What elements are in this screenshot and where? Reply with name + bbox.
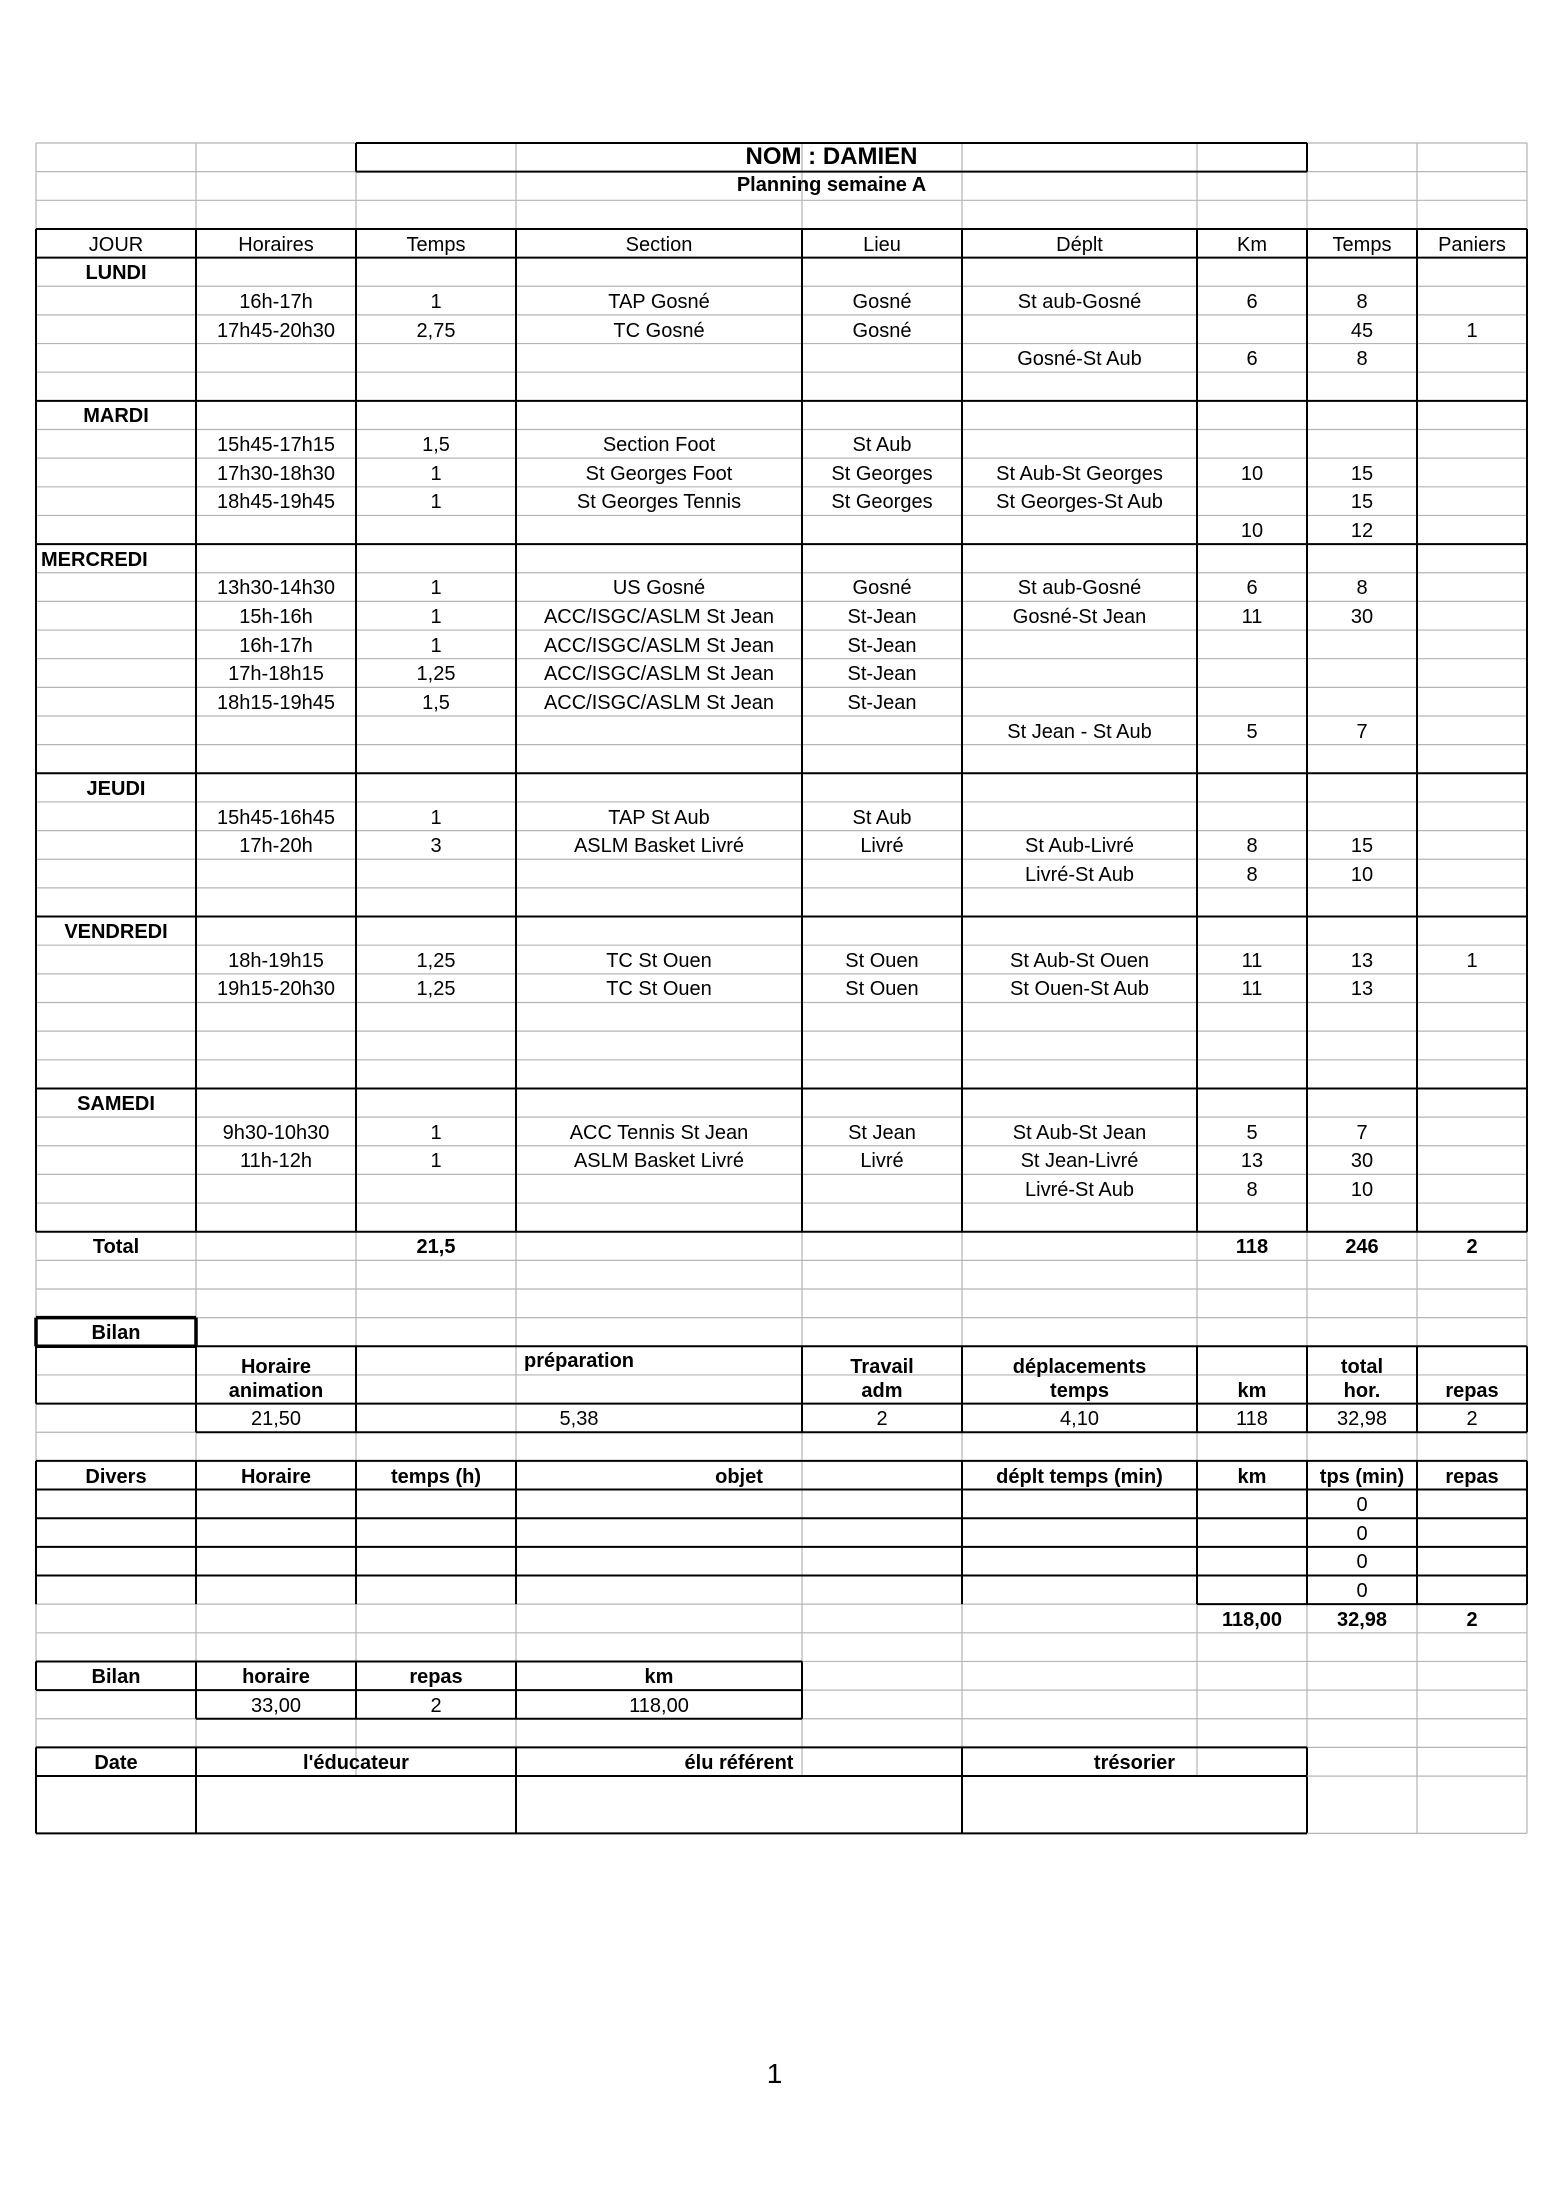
bilan-value-km: 118 — [1236, 1408, 1268, 1431]
schedule-cell-temps-min: 15 — [1350, 491, 1374, 514]
schedule-cell-section: US Gosné — [612, 577, 706, 600]
signature-tresorier-label: trésorier — [1093, 1752, 1176, 1775]
bilan-value-travail: 2 — [876, 1408, 888, 1431]
divers-header-divers: Divers — [85, 1465, 147, 1488]
schedule-cell-temps: 1 — [430, 806, 442, 829]
schedule-cell-horaires: 11h-12h — [240, 1150, 312, 1173]
schedule-cell-temps-min: 45 — [1350, 319, 1374, 342]
divers-header-tps: tps (min) — [1319, 1465, 1405, 1488]
schedule-cell-temps-min: 10 — [1350, 863, 1374, 886]
schedule-cell-horaires: 15h-16h — [239, 606, 313, 629]
bilan-header-preparation: préparation — [523, 1350, 635, 1373]
column-header-temps-min: Temps — [1332, 233, 1392, 256]
schedule-cell-km: 5 — [1246, 1121, 1258, 1144]
divers-tps-value: 0 — [1356, 1494, 1368, 1517]
schedule-cell-horaires: 13h30-14h30 — [217, 577, 335, 600]
schedule-cell-km: 10 — [1240, 462, 1264, 485]
bilan-value-total: 32,98 — [1336, 1408, 1388, 1431]
schedule-cell-temps-min: 8 — [1356, 290, 1368, 313]
schedule-cell-temps: 1,5 — [422, 691, 450, 714]
bilan2-header-repas: repas — [409, 1666, 463, 1689]
schedule-cell-lieu: St Aub — [852, 434, 912, 457]
schedule-cell-lieu: St Georges — [831, 462, 933, 485]
bilan-value-repas: 2 — [1466, 1408, 1478, 1431]
signature-educateur-label: l'éducateur — [303, 1752, 409, 1775]
schedule-cell-km: 10 — [1240, 520, 1264, 543]
schedule-cell-temps-min: 13 — [1350, 978, 1374, 1001]
schedule-cell-section: St Georges Tennis — [576, 491, 742, 514]
schedule-cell-temps: 1,5 — [422, 434, 450, 457]
schedule-cell-lieu: St-Jean — [847, 691, 917, 714]
schedule-cell-temps: 1 — [430, 606, 442, 629]
schedule-cell-temps-min: 30 — [1350, 1150, 1374, 1173]
divers-header-temps: temps (h) — [391, 1465, 481, 1488]
schedule-cell-deplt: St Georges-St Aub — [996, 491, 1163, 514]
schedule-cell-temps: 1 — [430, 1150, 442, 1173]
schedule-cell-temps-min: 8 — [1356, 577, 1368, 600]
schedule-cell-section: TC St Ouen — [606, 949, 712, 972]
schedule-cell-lieu: Gosné — [852, 319, 912, 342]
schedule-cell-temps: 1 — [430, 491, 442, 514]
schedule-cell-km: 11 — [1241, 978, 1263, 1001]
bilan2-value-km: 118,00 — [629, 1694, 689, 1717]
signature-elu-label: élu référent — [684, 1752, 794, 1775]
schedule-cell-lieu: St-Jean — [847, 606, 917, 629]
bilan-header-horaire: Horaire animation — [228, 1355, 324, 1402]
schedule-cell-section: TAP Gosné — [608, 290, 710, 313]
column-header-horaires: Horaires — [238, 233, 314, 256]
schedule-cell-lieu: St-Jean — [847, 634, 917, 657]
day-label-vendredi: VENDREDI — [64, 921, 168, 944]
schedule-cell-horaires: 17h-18h15 — [228, 663, 324, 686]
total-temps: 21,5 — [416, 1236, 456, 1259]
schedule-cell-lieu: St Georges — [831, 491, 933, 514]
day-label-mercredi: MERCREDI — [41, 548, 148, 571]
schedule-cell-lieu: Livré — [860, 1150, 904, 1173]
schedule-cell-temps: 1 — [430, 1121, 442, 1144]
schedule-cell-temps-min: 8 — [1356, 348, 1368, 371]
schedule-cell-section: ACC/ISGC/ASLM St Jean — [543, 663, 775, 686]
schedule-cell-deplt: Livré-St Aub — [1025, 1179, 1134, 1202]
bilan-header-travail: Travail adm — [850, 1355, 914, 1402]
divers-tps-value: 0 — [1356, 1580, 1368, 1603]
schedule-cell-section: ACC/ISGC/ASLM St Jean — [543, 634, 775, 657]
schedule-cell-section: ACC Tennis St Jean — [569, 1121, 749, 1144]
bilan-header-deplacements: déplacements temps — [1012, 1355, 1147, 1402]
schedule-cell-lieu: Gosné — [852, 577, 912, 600]
bilan-header-total: total hor. — [1340, 1355, 1384, 1402]
schedule-cell-section: ASLM Basket Livré — [573, 835, 745, 858]
column-header-paniers: Paniers — [1438, 233, 1506, 256]
schedule-cell-horaires: 17h30-18h30 — [217, 462, 335, 485]
column-header-deplt: Déplt — [1056, 233, 1103, 256]
schedule-cell-lieu: Gosné — [852, 290, 912, 313]
schedule-cell-temps: 2,75 — [416, 319, 456, 342]
schedule-cell-horaires: 18h45-19h45 — [217, 491, 335, 514]
schedule-cell-horaires: 17h-20h — [239, 835, 313, 858]
schedule-cell-temps: 1 — [430, 290, 442, 313]
column-header-temps: Temps — [406, 233, 466, 256]
schedule-cell-deplt: St Aub-St Jean — [1012, 1121, 1147, 1144]
schedule-cell-section: TC Gosné — [613, 319, 705, 342]
schedule-cell-km: 6 — [1246, 348, 1258, 371]
divers-total-repas: 2 — [1466, 1608, 1478, 1631]
bilan2-value-repas: 2 — [430, 1694, 442, 1717]
schedule-cell-deplt: St Jean - St Aub — [1007, 720, 1152, 743]
schedule-cell-temps-min: 30 — [1350, 606, 1374, 629]
schedule-cell-lieu: St Jean — [848, 1121, 916, 1144]
schedule-cell-section: ACC/ISGC/ASLM St Jean — [543, 691, 775, 714]
schedule-cell-temps-min: 10 — [1350, 1179, 1374, 1202]
bilan2-label: Bilan — [91, 1666, 141, 1689]
schedule-cell-lieu: St Aub — [852, 806, 912, 829]
schedule-cell-deplt: St aub-Gosné — [1017, 290, 1142, 313]
bilan-header-repas: repas — [1445, 1379, 1499, 1402]
schedule-cell-horaires: 9h30-10h30 — [222, 1121, 330, 1144]
schedule-cell-deplt: Gosné-St Jean — [1012, 606, 1147, 629]
schedule-cell-deplt: St Aub-St Georges — [996, 462, 1163, 485]
divers-header-deplt: déplt temps (min) — [996, 1465, 1163, 1488]
schedule-cell-temps-min: 7 — [1356, 1121, 1368, 1144]
document-subtitle: Planning semaine A — [736, 173, 927, 196]
schedule-cell-horaires: 19h15-20h30 — [217, 978, 335, 1001]
bilan-value-horaire: 21,50 — [250, 1408, 302, 1431]
schedule-cell-section: TAP St Aub — [608, 806, 710, 829]
schedule-cell-deplt: St Aub-St Ouen — [1010, 949, 1149, 972]
schedule-cell-temps: 3 — [430, 835, 442, 858]
schedule-cell-temps-min: 12 — [1350, 520, 1374, 543]
schedule-cell-temps: 1,25 — [416, 663, 456, 686]
schedule-cell-km: 8 — [1246, 835, 1258, 858]
bilan-label: Bilan — [91, 1322, 141, 1345]
divers-header-km: km — [1237, 1465, 1267, 1488]
schedule-cell-deplt: St aub-Gosné — [1017, 577, 1142, 600]
schedule-cell-horaires: 15h45-16h45 — [217, 806, 335, 829]
schedule-cell-temps-min: 15 — [1350, 462, 1374, 485]
schedule-cell-km: 13 — [1240, 1150, 1264, 1173]
divers-tps-value: 0 — [1356, 1522, 1368, 1545]
schedule-cell-lieu: St Ouen — [845, 949, 919, 972]
schedule-cell-horaires: 16h-17h — [239, 634, 313, 657]
bilan-header-km: km — [1237, 1379, 1267, 1402]
schedule-cell-section: Section Foot — [602, 434, 716, 457]
day-label-mardi: MARDI — [83, 405, 149, 428]
schedule-cell-km: 11 — [1241, 949, 1263, 972]
schedule-cell-deplt: Gosné-St Aub — [1017, 348, 1142, 371]
divers-total-tps: 32,98 — [1336, 1608, 1388, 1631]
schedule-cell-paniers: 1 — [1466, 949, 1478, 972]
schedule-cell-temps: 1 — [430, 577, 442, 600]
column-header-km: Km — [1237, 233, 1267, 256]
total-paniers: 2 — [1466, 1236, 1478, 1259]
total-km: 118 — [1235, 1236, 1269, 1259]
schedule-cell-km: 6 — [1246, 290, 1258, 313]
column-header-section: Section — [625, 233, 693, 256]
schedule-cell-km: 8 — [1246, 863, 1258, 886]
schedule-cell-paniers: 1 — [1466, 319, 1478, 342]
schedule-cell-temps: 1 — [430, 634, 442, 657]
day-label-jeudi: JEUDI — [86, 777, 146, 800]
schedule-cell-deplt: St Jean-Livré — [1020, 1150, 1139, 1173]
schedule-cell-horaires: 16h-17h — [239, 290, 313, 313]
schedule-cell-deplt: St Ouen-St Aub — [1010, 978, 1149, 1001]
schedule-cell-section: St Georges Foot — [585, 462, 733, 485]
schedule-cell-temps-min: 7 — [1356, 720, 1368, 743]
schedule-cell-km: 5 — [1246, 720, 1258, 743]
schedule-cell-temps: 1,25 — [416, 949, 456, 972]
schedule-cell-temps-min: 13 — [1350, 949, 1374, 972]
schedule-cell-deplt: St Aub-Livré — [1025, 835, 1134, 858]
schedule-cell-section: TC St Ouen — [606, 978, 712, 1001]
schedule-cell-km: 6 — [1246, 577, 1258, 600]
schedule-cell-km: 11 — [1241, 606, 1263, 629]
bilan-value-deplacements: 4,10 — [1060, 1408, 1099, 1431]
divers-tps-value: 0 — [1356, 1551, 1368, 1574]
signature-date-label: Date — [94, 1752, 138, 1775]
day-label-lundi: LUNDI — [85, 262, 147, 285]
divers-header-horaire: Horaire — [240, 1465, 312, 1488]
day-label-samedi: SAMEDI — [77, 1093, 155, 1116]
total-label: Total — [92, 1236, 140, 1259]
schedule-cell-deplt: Livré-St Aub — [1025, 863, 1134, 886]
schedule-cell-horaires: 15h45-17h15 — [217, 434, 335, 457]
bilan-value-preparation: 5,38 — [559, 1408, 599, 1431]
column-header-jour: JOUR — [88, 233, 144, 256]
schedule-cell-section: ACC/ISGC/ASLM St Jean — [543, 606, 775, 629]
schedule-cell-section: ASLM Basket Livré — [573, 1150, 745, 1173]
schedule-cell-lieu: St Ouen — [845, 978, 919, 1001]
schedule-cell-horaires: 18h15-19h45 — [217, 691, 335, 714]
bilan2-header-km: km — [644, 1666, 674, 1689]
schedule-cell-lieu: Livré — [860, 835, 904, 858]
total-temps-min: 246 — [1345, 1236, 1379, 1259]
schedule-cell-horaires: 18h-19h15 — [228, 949, 324, 972]
schedule-cell-lieu: St-Jean — [847, 663, 917, 686]
page-number: 1 — [766, 2058, 783, 2089]
document-title: NOM : DAMIEN — [745, 143, 918, 171]
schedule-cell-temps: 1 — [430, 462, 442, 485]
divers-header-objet: objet — [715, 1465, 763, 1488]
schedule-cell-horaires: 17h45-20h30 — [217, 319, 335, 342]
schedule-cell-km: 8 — [1246, 1179, 1258, 1202]
divers-header-repas: repas — [1445, 1465, 1499, 1488]
schedule-cell-temps: 1,25 — [416, 978, 456, 1001]
column-header-lieu: Lieu — [863, 233, 901, 256]
schedule-cell-temps-min: 15 — [1350, 835, 1374, 858]
divers-total-km: 118,00 — [1221, 1608, 1283, 1631]
bilan2-value-horaire: 33,00 — [250, 1694, 302, 1717]
bilan2-header-horaire: horaire — [242, 1666, 310, 1689]
